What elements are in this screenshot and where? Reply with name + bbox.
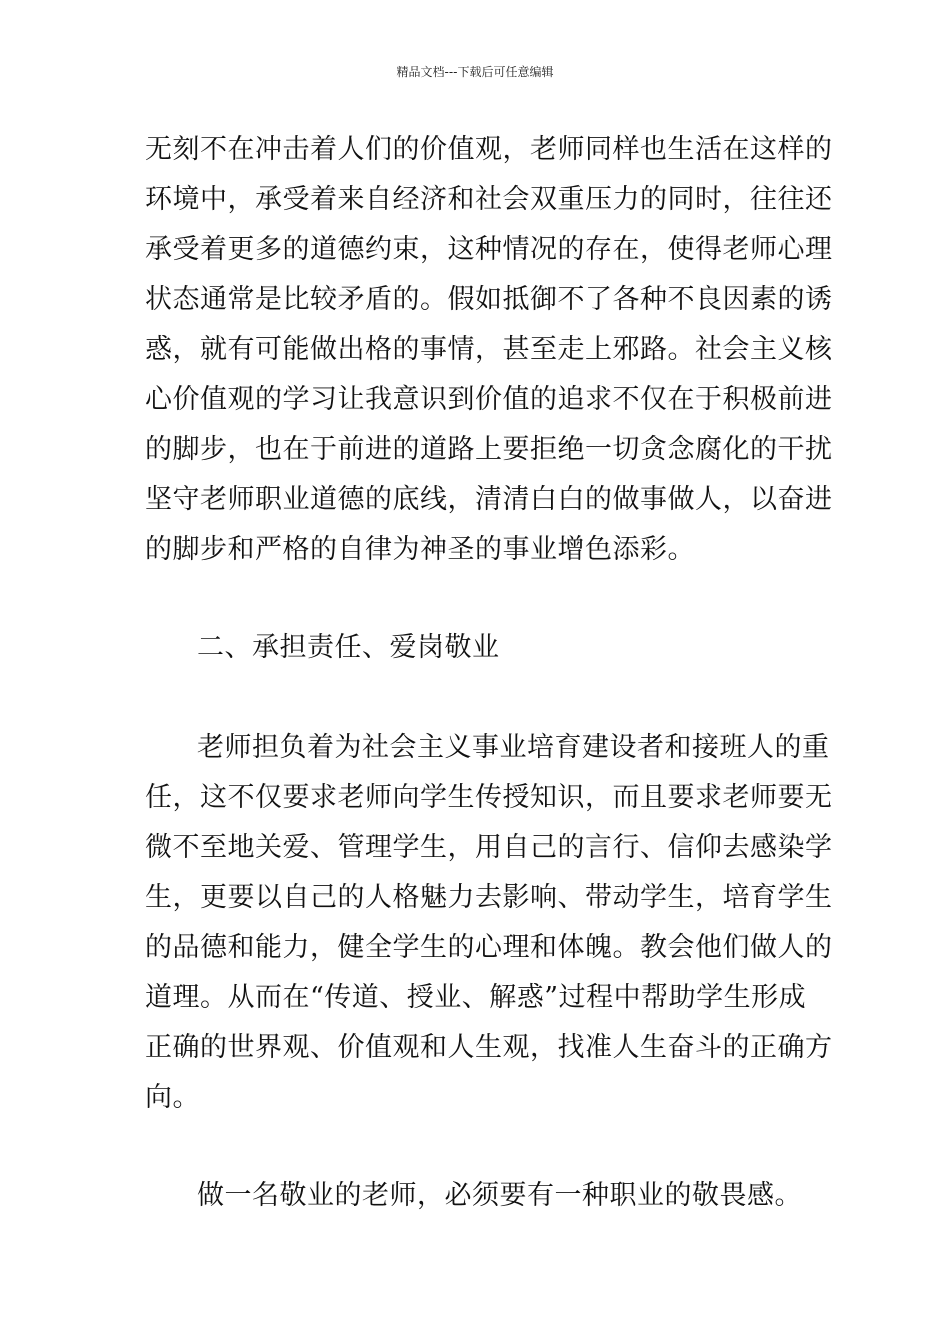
paragraph-line: 的脚步，也在于前进的道路上要拒绝一切贪念腐化的干扰: [145, 434, 833, 465]
paragraph-line: 老师担负着为社会主义事业培育建设者和接班人的重: [197, 732, 830, 763]
paragraph-line: 坚守老师职业道德的底线，清清白白的做事做人，以奋进: [145, 484, 833, 515]
paragraph-line: 承受着更多的道德约束，这种情况的存在，使得老师心理: [145, 234, 833, 265]
paragraph-line: 惑，就有可能做出格的事情，甚至走上邪路。社会主义核: [145, 334, 833, 365]
paragraph-line: 的品德和能力，健全学生的心理和体魄。教会他们做人的: [145, 932, 833, 963]
paragraph-line: 做一名敬业的老师，必须要有一种职业的敬畏感。: [197, 1180, 802, 1211]
paragraph-line: 道理。从而在“传道、授业、解惑”过程中帮助学生形成: [145, 982, 807, 1013]
paragraph-line: 状态通常是比较矛盾的。假如抵御不了各种不良因素的诱: [145, 284, 833, 315]
paragraph-line: 的脚步和严格的自律为神圣的事业增色添彩。: [145, 534, 695, 565]
paragraph-line: 微不至地关爱、管理学生，用自己的言行、信仰去感染学: [145, 832, 833, 863]
paragraph-line: 正确的世界观、价值观和人生观，找准人生奋斗的正确方: [145, 1032, 833, 1063]
paragraph-line: 向。: [145, 1082, 200, 1113]
page-header: 精品文档---下载后可任意编辑: [396, 65, 554, 79]
paragraph-line: 环境中，承受着来自经济和社会双重压力的同时，往往还: [145, 184, 833, 215]
paragraph-line: 生，更要以自己的人格魅力去影响、带动学生，培育学生: [145, 882, 833, 913]
paragraph-line: 任，这不仅要求老师向学生传授知识，而且要求老师要无: [145, 782, 833, 813]
paragraph-line: 心价值观的学习让我意识到价值的追求不仅在于积极前进: [145, 384, 833, 415]
section-heading: 二、承担责任、爱岗敬业: [197, 632, 500, 663]
paragraph-line: 无刻不在冲击着人们的价值观，老师同样也生活在这样的: [145, 134, 833, 165]
